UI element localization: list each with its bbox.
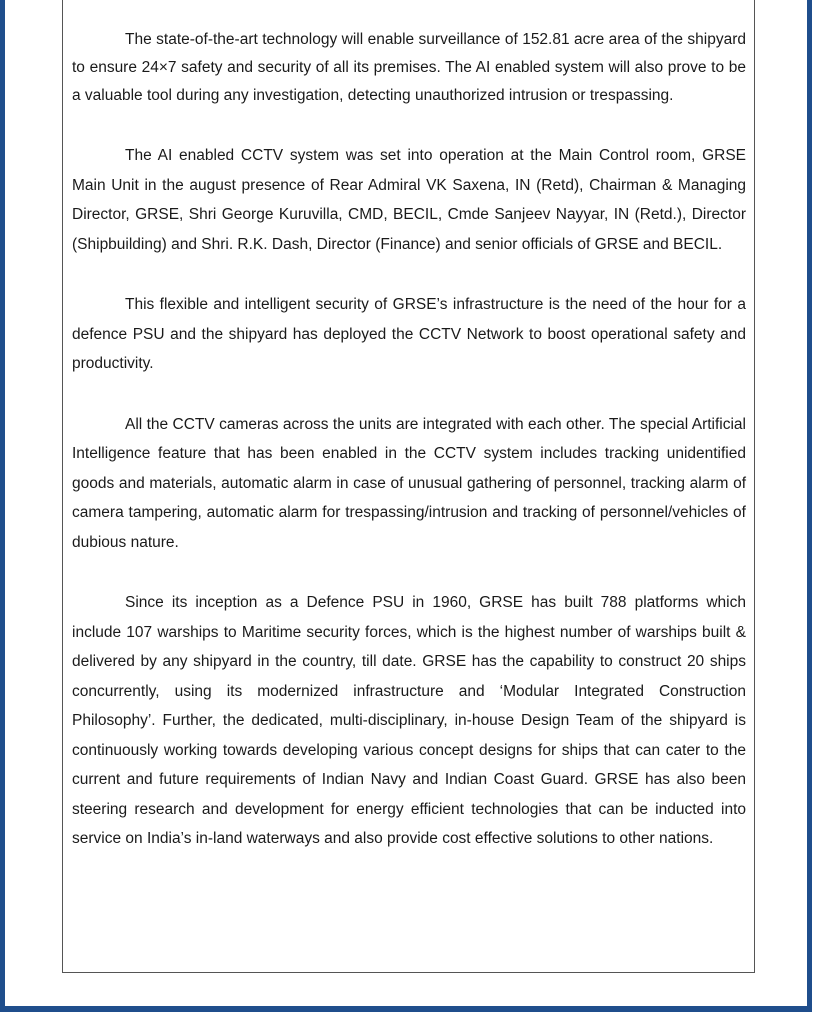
paragraph-inauguration: The AI enabled CCTV system was set into operation at the Main Control room, GRSE Main Unit in the august presence of Rear Admiral VK Saxena, IN (Retd), Chairman & Managing Director, GRSE, Shri George Kuruvilla, CMD, BECIL, Cmde Sanjeev Nayyar, IN (Retd.), Director (Shipbuilding) and Shri. R.K. Dash, Director (Finance) and senior officials of GRSE and BECIL.	[72, 147, 746, 253]
paragraph-grse-history: Since its inception as a Defence PSU in 1960, GRSE has built 788 platforms which include 107 warships to Maritime security forces, which is the highest number of warships built & delivered by any shipyard in the country, till date. GRSE has the capability to construct 20 ships concurrently, using its modernized infrastructure and ‘Modular Integrated Construction Philosophy’. Further, the dedicated, multi-disciplinary, in-house Design Team of the shipyard is continuously working towards developing various concept designs for ships that can cater to the current and future requirements of Indian Navy and Indian Coast Guard. GRSE has also been steering research and development for energy efficient technologies that can be inducted into service on India’s in-land waterways and also provide cost effective solutions to other nations.	[72, 594, 746, 847]
article-body	[72, 26, 746, 885]
paragraph-security-need: This flexible and intelligent security of GRSE’s infrastructure is the need of the hour for a defence PSU and the shipyard has deployed the CCTV Network to boost operational safety and productivity.	[72, 296, 746, 372]
paragraph-surveillance: The state-of-the-art technology will enable surveillance of 152.81 acre area of the shipyard to ensure 24×7 safety and security of all its premises. The AI enabled system will also prove to be a valuable tool during any investigation, detecting unauthorized intrusion or trespassing.	[72, 31, 746, 104]
paragraph-ai-features: All the CCTV cameras across the units are integrated with each other. The special Artificial Intelligence feature that has been enabled in the CCTV system includes tracking unidentified goods and materials, automatic alarm in case of unusual gathering of personnel, tracking alarm of camera tampering, automatic alarm for trespassing/intrusion and tracking of personnel/vehicles of dubious nature.	[72, 415, 746, 551]
